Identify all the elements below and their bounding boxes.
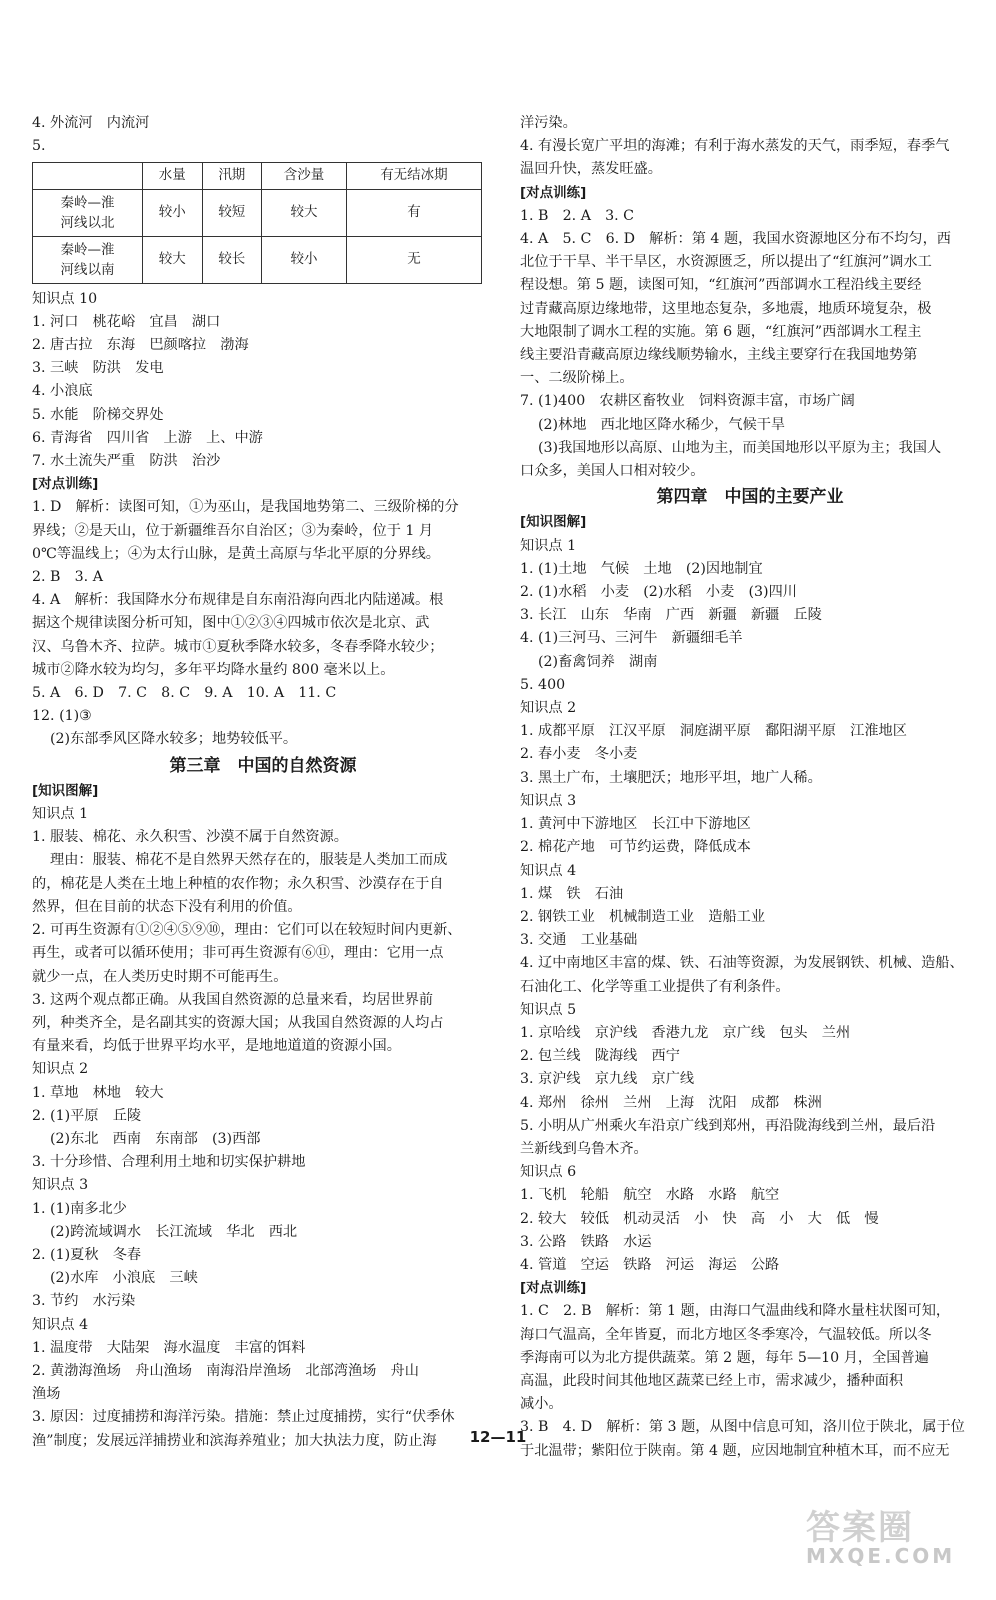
section-label: [对点训练]: [520, 184, 587, 201]
answer-line: (2)畜禽饲养 湖南: [538, 653, 658, 670]
answer-line: 知识点 2: [520, 700, 577, 717]
answer-line: 一、二级阶梯上。: [520, 370, 634, 387]
answer-line: (2)林地 西北地区降水稀少，气候干旱: [538, 416, 786, 433]
answer-line: (2)水库 小浪底 三峡: [50, 1270, 198, 1287]
answer-line: 程设想。第 5 题，读图可知，“红旗河”西部调水工程沿线主要经: [520, 277, 922, 294]
answer-line: 1. 成都平原 江汉平原 洞庭湖平原 鄱阳湖平原 江淮地区: [520, 723, 907, 740]
table-row-head: 秦岭—淮 河线以南: [33, 236, 143, 283]
answer-line: 过青藏高原边缘地带，这里地态复杂，多地震，地质环境复杂，极: [520, 300, 932, 317]
answer-line: (2)东北 西南 东南部 (3)西部: [50, 1130, 261, 1147]
answer-line: 2. B 3. A: [32, 569, 103, 586]
answer-line: 1. C 2. B 解析：第 1 题，由海口气温曲线和降水量柱状图可知，: [520, 1303, 951, 1320]
answer-line: 界线；②是天山，位于新疆维吾尔自治区；③为秦岭，位于 1 月: [32, 522, 434, 539]
watermark-logo-text: 答案圈: [806, 1508, 914, 1548]
answer-line: 1. 草地 林地 较大: [32, 1084, 164, 1101]
answer-line: 渔场: [32, 1386, 61, 1403]
answer-line: 然界，但在目前的状态下没有利用的价值。: [32, 898, 302, 915]
answer-line: 5. 水能 阶梯交界处: [32, 406, 164, 423]
answer-line: 2. 较大 较低 机动灵活 小 快 高 小 大 低 慢: [520, 1210, 879, 1227]
answer-line: 2. 包兰线 陇海线 西宁: [520, 1048, 680, 1065]
answer-line: 1. (1)南多北少: [32, 1200, 127, 1217]
answer-line: 1. 飞机 轮船 航空 水路 水路 航空: [520, 1187, 780, 1204]
answer-line: 理由：服装、棉花不是自然界天然存在的，服装是人类加工而成: [50, 852, 448, 869]
table-header-cell: 水量: [142, 163, 202, 189]
answer-line: 城市②降水较为均匀，多年平均降水量约 800 毫米以上。: [32, 661, 395, 678]
answer-line: 知识点 2: [32, 1061, 89, 1078]
answer-line: 2. 黄渤海渔场 舟山渔场 南海沿岸渔场 北部湾渔场 舟山: [32, 1362, 419, 1379]
answer-line: 知识点 6: [520, 1164, 577, 1181]
answer-line: 4. A 5. C 6. D 解析：第 4 题，我国水资源地区分布不均匀，西: [520, 231, 951, 248]
answer-line: 兰新线到乌鲁木齐。: [520, 1140, 648, 1157]
watermark-logo-latin: MXQE.COM: [806, 1544, 956, 1568]
table-header-cell: [33, 163, 143, 189]
table-cell: 较大: [142, 236, 202, 283]
table-cell: 较短: [202, 189, 262, 236]
answer-line: 5. 小明从广州乘火车沿京广线到郑州，再沿陇海线到兰州，最后沿: [520, 1117, 936, 1134]
left-column: [32, 112, 494, 1453]
section-label: [对点训练]: [520, 1280, 587, 1297]
answer-line: 北位于干旱、半干旱区，水资源匮乏，所以提出了“红旗河”调水工: [520, 254, 932, 271]
answer-line: 4. 外流河 内流河: [32, 115, 150, 131]
answer-line: 5. 400: [520, 676, 566, 693]
table-cell: 较大: [262, 189, 347, 236]
answer-line: 1. 黄河中下游地区 长江中下游地区: [520, 816, 751, 833]
answer-line: 口众多，美国人口相对较少。: [520, 463, 705, 480]
answer-line: 2. 可再生资源有①②④⑤⑨⑩，理由：它们可以在较短时间内更新、: [32, 922, 462, 939]
answer-line: 4. 有漫长宽广平坦的海滩；有利于海水蒸发的天气，雨季短，春季气: [520, 138, 950, 155]
answer-line: 2. 春小麦 冬小麦: [520, 746, 638, 763]
table-row: [33, 189, 482, 236]
answer-line: 12. (1)③: [32, 708, 92, 725]
answer-line: 2. 棉花产地 可节约运费，降低成本: [520, 839, 751, 856]
answer-line: 1. 京哈线 京沪线 香港九龙 京广线 包头 兰州: [520, 1024, 851, 1041]
answer-line: 大地限制了调水工程的实施。第 6 题，“红旗河”西部调水工程主: [520, 323, 922, 340]
table-header-row: [33, 163, 482, 189]
answer-line: 4. A 解析：我国降水分布规律是自东南沿海向西北内陆递减。根: [32, 592, 444, 609]
answer-line: 知识点 5: [520, 1001, 577, 1018]
answer-line: 4. 管道 空运 铁路 河运 海运 公路: [520, 1256, 780, 1273]
answer-line: 季海南可以为北方提供蔬菜。第 2 题，每年 5—10 月，全国普遍: [520, 1349, 929, 1366]
answer-line: 石油化工、化学等重工业提供了有利条件。: [520, 978, 790, 995]
answer-line: 温回升快，蒸发旺盛。: [520, 161, 662, 178]
answer-line: (2)跨流域调水 长江流域 华北 西北: [50, 1223, 298, 1240]
table-header-cell: 有无结冰期: [346, 163, 481, 189]
page-number: 12—11: [469, 1428, 527, 1446]
answer-line: 3. 黑土广布，土壤肥沃；地形平坦，地广人稀。: [520, 769, 822, 786]
answer-line: 1. D 解析：读图可知，①为巫山，是我国地势第二、三级阶梯的分: [32, 499, 459, 516]
answer-line: 0℃等温线上；④为太行山脉，是黄土高原与华北平原的分界线。: [32, 545, 440, 562]
answer-line: 1. (1)土地 气候 土地 (2)因地制宜: [520, 560, 763, 577]
answer-line: 渔”制度；发展远洋捕捞业和滨海养殖业；加大执法力度，防止海: [32, 1432, 437, 1449]
answer-line: (3)我国地形以高原、山地为主，而美国地形以平原为主；我国人: [538, 439, 942, 456]
table-row: [33, 236, 482, 283]
answer-line: 5. A 6. D 7. C 8. C 9. A 10. A 11. C: [32, 685, 337, 702]
answer-line: 3. 原因：过度捕捞和海洋污染。措施：禁止过度捕捞，实行“伏季休: [32, 1409, 455, 1426]
chapter-title: 第四章 中国的主要产业: [656, 487, 844, 508]
section-label: [知识图解]: [520, 514, 587, 531]
answer-line: 3. 三峡 防洪 发电: [32, 360, 164, 377]
answer-line: 再生，或者可以循环使用；非可再生资源有⑥⑪，理由：它用一点: [32, 945, 444, 962]
answer-line: 知识点 3: [32, 1177, 89, 1194]
answer-line: 线主要沿青藏高原边缘线顺势输水，主线主要穿行在我国地势第: [520, 347, 918, 364]
answer-line: 1. B 2. A 3. C: [520, 207, 635, 224]
table-cell: 无: [346, 236, 481, 283]
water-comparison-table: [32, 162, 482, 283]
answer-line: 2. (1)夏秋 冬春: [32, 1246, 142, 1263]
table-row-head: 秦岭—淮 河线以北: [33, 189, 143, 236]
answer-line: 4. 辽中南地区丰富的煤、铁、石油等资源，为发展钢铁、机械、造船、: [520, 955, 964, 972]
answer-line: 4. (1)三河马、三河牛 新疆细毛羊: [520, 630, 743, 647]
answer-line: (2)东部季风区降水较多；地势较低平。: [50, 731, 298, 748]
section-label: [知识图解]: [32, 782, 99, 799]
answer-line: 1. 服装、棉花、永久积雪、沙漠不属于自然资源。: [32, 829, 348, 846]
answer-line: 3. 交通 工业基础: [520, 932, 638, 949]
answer-line: 3. 公路 铁路 水运: [520, 1233, 652, 1250]
answer-line: 知识点 4: [520, 862, 577, 879]
answer-line: 于北温带；紫阳位于陕南。第 4 题，应因地制宜种植木耳，而不应无: [520, 1442, 950, 1459]
answer-line: 汉、乌鲁木齐、拉萨。城市①夏秋季降水较多，冬春季降水较少；: [32, 638, 444, 655]
table-cell: 较长: [202, 236, 262, 283]
right-column: [520, 112, 980, 1463]
answer-line: 2. (1)水稻 小麦 (2)水稻 小麦 (3)四川: [520, 584, 797, 601]
answer-line: 海口气温高，全年皆夏，而北方地区冬季寒冷，气温较低。所以冬: [520, 1326, 932, 1343]
answer-line: 高温，此段时间其他地区蔬菜已经上市，需求减少，播种面积: [520, 1372, 904, 1389]
answer-line: 1. 煤 铁 石油: [520, 885, 624, 902]
answer-line: 有量来看，均低于世界平均水平，是地地道道的资源小国。: [32, 1038, 401, 1055]
answer-line: 就少一点，在人类历史时期不可能再生。: [32, 968, 288, 985]
answer-line: 6. 青海省 四川省 上游 上、中游: [32, 429, 263, 446]
answer-line: 7. (1)400 农耕区畜牧业 饲料资源丰富，市场广阔: [520, 393, 855, 410]
table-cell: 较小: [262, 236, 347, 283]
answer-line: 1. 温度带 大陆架 海水温度 丰富的饵料: [32, 1339, 306, 1356]
answer-line: 列，种类齐全，是名副其实的资源大国；从我国自然资源的人均占: [32, 1014, 444, 1031]
answer-line: 的，棉花是人类在土地上种植的农作物；永久积雪、沙漠存在于自: [32, 875, 444, 892]
answer-line: 3. 这两个观点都正确。从我国自然资源的总量来看，均居世界前: [32, 991, 434, 1008]
answer-line: 3. B 4. D 解析：第 3 题，从图中信息可知，洛川位于陕北，属于位: [520, 1419, 965, 1436]
answer-line: 3. 十分珍惜、合理利用土地和切实保护耕地: [32, 1154, 306, 1171]
answer-line: 据这个规律读图分析可知，图中①②③④四城市依次是北京、武: [32, 615, 430, 632]
answer-line: 7. 水土流失严重 防洪 治沙: [32, 453, 221, 470]
answer-line: 2. (1)平原 丘陵: [32, 1107, 142, 1124]
answer-line: 知识点 3: [520, 792, 577, 809]
answer-line: 3. 长江 山东 华南 广西 新疆 新疆 丘陵: [520, 607, 822, 624]
answer-line: 5.: [32, 138, 46, 155]
answer-line: 知识点 10: [32, 290, 98, 307]
table-header-cell: 汛期: [202, 163, 262, 189]
answer-line: 2. 唐古拉 东海 巴颜喀拉 渤海: [32, 337, 249, 354]
watermark-logo: [806, 1500, 956, 1570]
section-label: [对点训练]: [32, 476, 99, 493]
answer-line: 2. 钢铁工业 机械制造工业 造船工业: [520, 908, 766, 925]
chapter-title: 第三章 中国的自然资源: [169, 755, 357, 776]
table-header-cell: 含沙量: [262, 163, 347, 189]
answer-line: 洋污染。: [520, 115, 577, 131]
answer-line: 1. 河口 桃花峪 宜昌 湖口: [32, 313, 221, 330]
answer-line: 减小。: [520, 1396, 563, 1413]
answer-line: 知识点 4: [32, 1316, 89, 1333]
answer-line: 知识点 1: [32, 806, 89, 823]
answer-line: 4. 郑州 徐州 兰州 上海 沈阳 成都 株洲: [520, 1094, 822, 1111]
answer-line: 3. 节约 水污染: [32, 1293, 136, 1310]
answer-line: 4. 小浪底: [32, 383, 93, 400]
table-cell: 有: [346, 189, 481, 236]
answer-line: 3. 京沪线 京九线 京广线: [520, 1071, 695, 1088]
answer-line: 知识点 1: [520, 537, 577, 554]
table-cell: 较小: [142, 189, 202, 236]
